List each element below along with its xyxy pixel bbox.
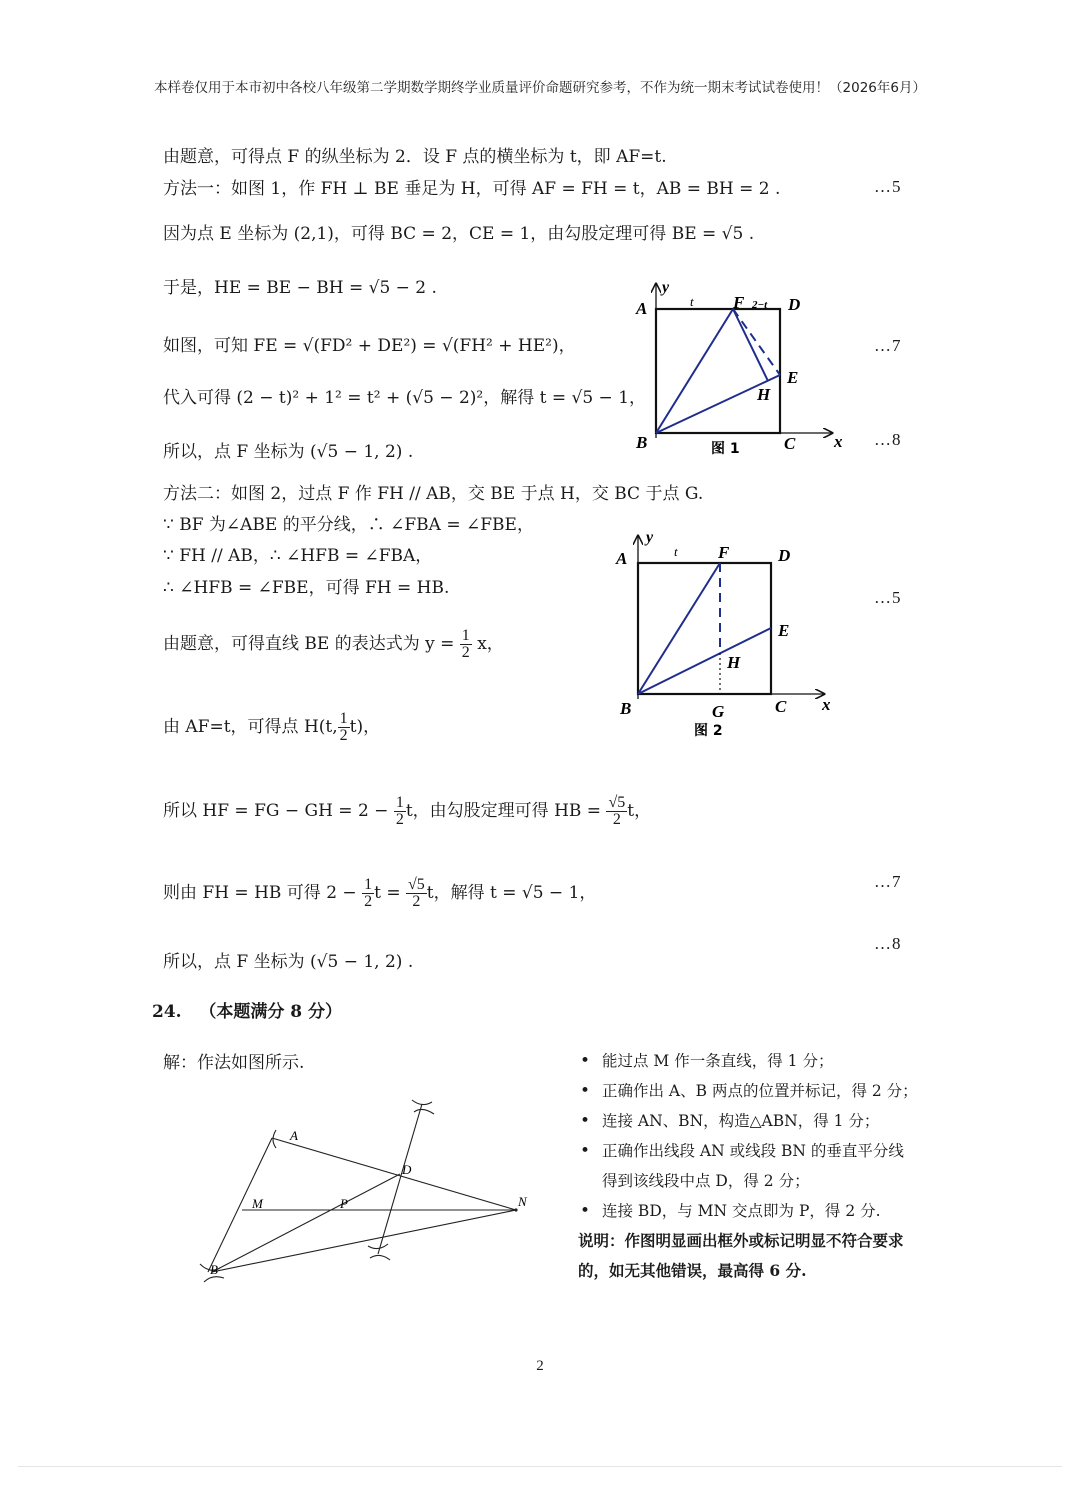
footer-divider [18,1466,1062,1467]
label-t: t [690,294,694,309]
fraction-1-2: $\frac{1}{2}$ [395,794,404,828]
fraction-1-2: $\frac{1}{2}$ [364,876,373,910]
text-line-13-b: t)， [349,717,381,737]
text-line-4: 于是，HE = BE − BH = √5 − 2 . [163,278,437,298]
page-header: 本样卷仅用于本市初中各校八年级第二学期数学期终学业质量评价命题研究参考，不作为统一期末考试试卷使用！（2026年6月） [154,80,926,96]
fraction-1-2: $\frac{1}{2}$ [461,627,470,661]
criterion-item: • 连接 BD，与 MN 交点即为 P，得 2 分. [578,1196,918,1226]
label-e: E [787,368,799,387]
label-c: C [784,434,796,453]
scoring-note: 说明：作图明显画出框外或标记明显不符合要求的，如无其他错误，最高得 6 分. [578,1231,904,1280]
page-number: 2 [536,1358,544,1374]
text-line-14-b: t，由勾股定理可得 HB = [405,801,602,821]
text-line-15-c: t，解得 t = √5 − 1， [426,883,597,903]
question-number: 24. [152,1002,182,1022]
score-marker: …5 [874,177,902,196]
text-line-10: ∵ FH // AB，∴ ∠HFB = ∠FBA， [163,546,433,566]
figure-2 [612,524,852,740]
text-line-16: 所以，点 F 坐标为 (√5 − 1, 2) . [163,952,414,972]
text-line-15-b: t = [374,883,401,903]
figure-1-caption: 图 1 [711,441,740,457]
text-line-12-b: x， [477,634,504,654]
label-f: F [718,543,730,562]
label-e: E [778,621,790,640]
text-line-5: 如图，可知 FE = √(FD² + DE²) = √(FH² + HE²)， [163,336,576,356]
segment-bn [212,1210,516,1272]
label-x: x [834,432,843,451]
score-marker: …7 [874,336,902,355]
segment-fe-dashed [733,309,780,375]
figure-2-caption: 图 2 [694,723,723,739]
text-line-12 [163,622,504,666]
fraction-sqrt5-2: $\frac{√5}{2}$ [407,876,425,910]
question-24-heading [152,997,342,1022]
fraction-sqrt5-2: $\frac{√5}{2}$ [608,794,626,828]
label-m: M [252,1196,263,1211]
text-line-13 [163,705,380,749]
score-marker: …7 [874,872,902,891]
text-line-7: 所以，点 F 坐标为 (√5 − 1, 2) . [163,442,414,462]
label-c: C [775,697,787,716]
label-a: A [616,549,628,568]
label-b: B [620,699,632,718]
text-line-13-a: 由 AF=t，可得点 H(t, [163,717,338,737]
text-line-11: ∴ ∠HFB = ∠FBE，可得 FH = HB. [163,578,450,598]
score-marker: …8 [874,934,902,953]
arc-mark [412,1100,432,1105]
label-y: y [646,529,654,546]
label-a: A [290,1128,298,1143]
label-p: P [340,1196,348,1211]
solution-text: 解：作法如图所示. [163,1053,305,1073]
label-t: t [674,544,678,559]
text-line-2: 方法一：如图 1，作 FH ⊥ BE 垂足为 H，可得 AF = FH = t，AB = BH = 2 . [163,179,781,199]
scoring-criteria [578,1046,918,1286]
figure-1 [620,278,860,464]
square-abcd [656,309,780,433]
square-abcd [638,563,771,694]
arc-mark [370,1255,390,1260]
label-b: B [210,1262,218,1277]
criterion-item: • 正确作出 A、B 两点的位置并标记，得 2 分； [578,1076,918,1106]
text-line-8: 方法二：如图 2，过点 F 作 FH // AB，交 BE 于点 H，交 BC 于点 G. [163,484,704,504]
label-h: H [757,385,771,404]
perpendicular-bisector [378,1104,422,1254]
text-line-1: 由题意，可得点 F 的纵坐标为 2．设 F 点的横坐标为 t，即 AF=t. [163,147,667,167]
label-x: x [822,695,831,714]
text-line-6: 代入可得 (2 − t)² + 1² = t² + (√5 − 2)²，解得 t = √5 − 1， [163,388,647,408]
label-g: G [712,702,725,721]
label-b: B [636,433,648,452]
label-n: N [518,1194,527,1209]
text-line-3: 因为点 E 坐标为 (2,1)，可得 BC = 2，CE = 1，由勾股定理可得 BE = √5 . [163,224,755,244]
score-marker: …8 [874,430,902,449]
text-line-15-a: 则由 FH = HB 可得 2 − [163,883,357,903]
text-line-14-c: t， [627,801,652,821]
label-a: A [636,299,648,318]
label-d: D [788,295,801,314]
criterion-item: • 能过点 M 作一条直线，得 1 分； [578,1046,918,1076]
construction-figure [190,1088,540,1298]
label-d: D [402,1162,412,1177]
text-line-12-a: 由题意，可得直线 BE 的表达式为 y = [163,634,455,654]
text-line-14-a: 所以 HF = FG − GH = 2 − [163,801,389,821]
label-d: D [778,546,791,565]
fraction-1-2: $\frac{1}{2}$ [339,710,348,744]
criterion-item: • 正确作出线段 AN 或线段 BN 的垂直平分线得到该线段中点 D，得 2 分； [578,1136,918,1196]
arc-mark [368,1244,388,1249]
criterion-item: • 连接 AN、BN，构造△ABN，得 1 分； [578,1106,918,1136]
text-line-9: ∵ BF 为∠ABE 的平分线，∴ ∠FBA = ∠FBE， [163,515,534,535]
label-2-minus-t: 2−t [752,299,768,311]
arc-mark [204,1277,224,1282]
score-marker: …5 [874,588,902,607]
label-f: F [733,293,745,312]
text-line-14 [163,788,651,834]
arc-mark [414,1109,434,1114]
label-h: H [727,653,741,672]
question-title: （本题满分 8 分） [199,1002,343,1022]
segment-fh [733,309,768,381]
text-line-15 [163,870,596,916]
label-y: y [662,279,670,296]
